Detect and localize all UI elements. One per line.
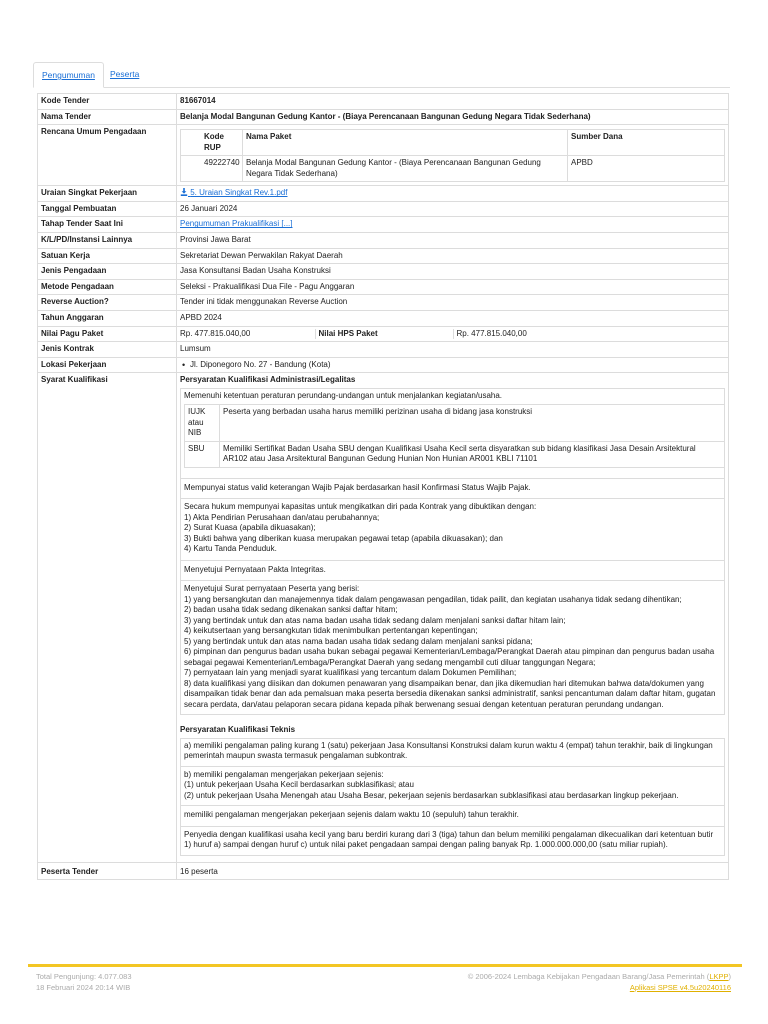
total-pengunjung: Total Pengunjung: 4.077.083: [36, 972, 132, 981]
label-tanggal: Tanggal Pembuatan: [38, 201, 177, 217]
hukum-line: 2) Surat Kuasa (apabila dikuasakan);: [184, 523, 316, 533]
label-peserta: Peserta Tender: [38, 862, 177, 880]
label-metode: Metode Pengadaan: [38, 279, 177, 295]
row-pagu: [38, 326, 729, 342]
label-tahap: Tahap Tender Saat Ini: [38, 217, 177, 233]
row-syarat: [38, 373, 729, 863]
uraian-download-link[interactable]: [180, 188, 287, 197]
rup-header-sumber: Sumber Dana: [568, 130, 725, 156]
copyright-prefix: © 2006-2024 Lembaga Kebijakan Pengadaan Barang/Jasa Pemerintah (: [467, 972, 710, 981]
list-item: • Jl. Diponegoro No. 27 - Bandung (Kota): [190, 360, 725, 371]
pajak-box: Mempunyai status valid keterangan Wajib Pajak berdasarkan hasil Konfirmasi Status Wajib Pajak.: [180, 479, 725, 500]
row-kontrak: [38, 342, 729, 358]
row-jenis-pengadaan: [38, 264, 729, 280]
row-lokasi: [38, 357, 729, 373]
rup-header-kode: Kode RUP: [181, 130, 243, 156]
row-klpd: [38, 232, 729, 248]
teknis-b-line: (1) untuk pekerjaan Usaha Kecil berdasarkan subklasifikasi; atau: [184, 780, 414, 790]
pernyataan-line: 7) pernyataan lain yang menjadi syarat kualifikasi yang tercantum dalam Dokumen Pemilihan;: [184, 668, 517, 678]
value-jenis-pengadaan: Jasa Konsultansi Badan Usaha Konstruksi: [177, 264, 729, 280]
value-pagu: Rp. 477.815.040,00: [180, 328, 251, 338]
pernyataan-line: 6) pimpinan dan pengurus badan usaha bukan sebagai pegawai Kementerian/Lembaga/Perangkat Daerah atau pimpinan dan pengurus badan usaha sebagai pegawai Kementerian/Lembaga/Perangkat Daerah yang sedang mengambil cuti diluar tanggungan Negara;: [184, 647, 715, 667]
teknis-a-box: a) memiliki pengalaman paling kurang 1 (satu) pekerjaan Jasa Konsultansi Konstruksi dalam kurun waktu 4 (empat) tahun terakhir, baik di lingkungan pemerintah maupun swasta termasuk pengalaman subkontrak.: [180, 738, 725, 767]
teknis-b-line: (2) untuk pekerjaan Usaha Menengah atau Usaha Besar, pekerjaan sejenis berdasarkan subklasifikasi atau berdasarkan lingkup pekerjaan.: [184, 790, 679, 800]
row-peserta: [38, 862, 729, 880]
hukum-box: [180, 499, 725, 561]
row-nama-tender: [38, 109, 729, 125]
hukum-line: 3) Bukti bahwa yang diberikan kuasa merupakan pegawai tetap (apabila dikuasakan); dan: [184, 533, 503, 543]
izin-key-iujk: IUJK atau NIB: [185, 405, 220, 442]
rup-nama: Belanja Modal Bangunan Gedung Kantor - (Biaya Perencanaan Bangunan Gedung Negara Tidak Sederhana): [243, 156, 568, 182]
row-uraian: [38, 186, 729, 202]
row-kode-tender: [38, 94, 729, 110]
row-satker: [38, 248, 729, 264]
pernyataan-line: 3) yang bertindak untuk dan atas nama badan usaha tidak sedang dalam menjalani sanksi daftar hitam lain;: [184, 615, 566, 625]
rup-header-nama: Nama Paket: [243, 130, 568, 156]
pernyataan-line: Menyetujui Surat pernyataan Peserta yang berisi:: [184, 584, 360, 594]
teknis-d-box: Penyedia dengan kualifikasi usaha kecil yang baru berdiri kurang dari 3 (tiga) tahun dan belum memiliki pengalaman dikecualikan dari ketentuan butir 1) huruf a) sampai dengan huruf c) untuk nilai paket pengadaan sampai dengan paling banyak Rp. 1.000.000.000,00 (satu miliar rupiah).: [180, 827, 725, 856]
hukum-line: 1) Akta Pendirian Perusahaan dan/atau perubahannya;: [184, 512, 380, 522]
label-lokasi: Lokasi Pekerjaan: [38, 357, 177, 373]
value-kode-tender: 81667014: [177, 94, 729, 110]
label-rup: Rencana Umum Pengadaan: [38, 125, 177, 186]
pernyataan-line: 2) badan usaha tidak sedang dikenakan sanksi daftar hitam;: [184, 605, 398, 615]
label-kode-tender: Kode Tender: [38, 94, 177, 110]
value-kontrak: Lumsum: [177, 342, 729, 358]
value-metode: Seleksi - Prakualifikasi Dua File - Pagu Anggaran: [177, 279, 729, 295]
footer-accent-bar: [28, 964, 742, 967]
row-rup: [38, 125, 729, 186]
izin-value-sbu: Memiliki Sertifikat Badan Usaha SBU dengan Kualifikasi Usaha Kecil serta disyaratkan sub bidang klasifikasi Jasa Desain Arsitektural AR102 atau Jasa Arsitektural Bangunan Gedung Hunian Non Hunian AR001 KBLI 71101: [220, 441, 725, 467]
tab-peserta[interactable]: [102, 62, 147, 88]
rup-sumber: APBD: [568, 156, 725, 182]
pernyataan-line: 5) yang bertindak untuk dan atas nama badan usaha tidak sedang dalam menjalani sanksi pidana;: [184, 636, 533, 646]
admin-section-title: Persyaratan Kualifikasi Administrasi/Legalitas: [180, 375, 356, 385]
row-tahun: [38, 310, 729, 326]
value-rup: [177, 125, 729, 186]
pakta-box: Menyetujui Pernyataan Pakta Integritas.: [180, 561, 725, 582]
label-nama-tender: Nama Tender: [38, 109, 177, 125]
pernyataan-line: 8) data kualifikasi yang diisikan dan dokumen penawaran yang disampaikan benar, dan jika dikemudian hari ditemukan bahwa data/dokumen yang disampaikan tidak benar dan ada pemalsuan maka peserta bersedia dikenakan sanksi administratif, sanksi pencantuman dalam daftar hitam, gugatan secara perdata, dan/atau pelaporan secara pidana kepada pihak berwenang sesuai dengan ketentuan peraturan perundang undangan.: [184, 678, 716, 709]
hukum-line: Secara hukum mempunyai kapasitas untuk mengikatkan diri pada Kontrak yang dibuktikan dengan:: [184, 502, 537, 512]
value-lokasi-cell: [177, 357, 729, 373]
label-syarat: Syarat Kualifikasi: [38, 373, 177, 863]
lokasi-list: [180, 360, 725, 371]
admin-intro: Memenuhi ketentuan peraturan perundang-undangan untuk menjalankan kegiatan/usaha.: [184, 390, 503, 400]
label-reverse: Reverse Auction?: [38, 295, 177, 311]
admin-ketentuan-box: [180, 388, 725, 479]
copyright: [468, 971, 731, 982]
app-version-link[interactable]: Aplikasi SPSE v4.5u20240116: [629, 983, 731, 992]
tender-detail-table: [37, 93, 729, 880]
rup-header-row: [181, 130, 725, 156]
footer-right: [468, 971, 731, 993]
label-klpd: K/L/PD/Instansi Lainnya: [38, 232, 177, 248]
value-peserta: 16 peserta: [177, 862, 729, 880]
izin-table: [184, 404, 725, 468]
label-satker: Satuan Kerja: [38, 248, 177, 264]
izin-value-iujk: Peserta yang berbadan usaha harus memiliki perizinan usaha di bidang jasa konstruksi: [220, 405, 725, 442]
table-row: [181, 156, 725, 182]
hukum-line: 4) Kartu Tanda Penduduk.: [184, 544, 277, 554]
lkpp-link[interactable]: LKPP: [709, 972, 729, 981]
footer-timestamp: 18 Februari 2024 20:14 WIB: [36, 983, 131, 992]
tahap-link[interactable]: Pengumuman Prakualifikasi [...]: [180, 219, 293, 229]
pagu-hps-table: [180, 329, 725, 340]
teknis-section-title: Persyaratan Kualifikasi Teknis: [180, 725, 296, 735]
label-pagu: Nilai Pagu Paket: [38, 326, 177, 342]
row-metode: [38, 279, 729, 295]
pernyataan-line: 4) keikutsertaan yang bersangkutan tidak menimbulkan pertentangan kepentingan;: [184, 626, 478, 636]
value-hps: Rp. 477.815.040,00: [453, 329, 725, 340]
value-tanggal: 26 Januari 2024: [177, 201, 729, 217]
copyright-suffix: ): [728, 972, 731, 981]
value-reverse: Tender ini tidak menggunakan Reverse Auction: [177, 295, 729, 311]
pernyataan-line: 1) yang bersangkutan dan manajemennya tidak dalam pengawasan pengadilan, tidak pailit, dan kegiatan usahanya tidak sedang dihentikan;: [184, 594, 682, 604]
uraian-file-name[interactable]: 5. Uraian Singkat Rev.1.pdf: [190, 188, 288, 198]
table-row: [185, 441, 725, 467]
label-hps: Nilai HPS Paket: [315, 329, 453, 340]
rup-kode: 49222740: [181, 156, 243, 182]
tab-pengumuman-label[interactable]: Pengumuman: [42, 70, 95, 80]
row-tahap: [38, 217, 729, 233]
teknis-c-box: memiliki pengalaman mengerjakan pekerjaan sejenis dalam waktu 10 (sepuluh) tahun terakhir.: [180, 806, 725, 827]
izin-key-sbu: SBU: [185, 441, 220, 467]
teknis-b-box: [180, 767, 725, 807]
label-uraian: Uraian Singkat Pekerjaan: [38, 186, 177, 202]
tab-bar: [33, 62, 730, 88]
value-tahap: [177, 217, 729, 233]
value-nama-tender: Belanja Modal Bangunan Gedung Kantor - (Biaya Perencanaan Bangunan Gedung Negara Tidak Sederhana): [177, 109, 729, 125]
label-jenis-pengadaan: Jenis Pengadaan: [38, 264, 177, 280]
download-icon: [180, 188, 188, 196]
tab-peserta-label[interactable]: Peserta: [110, 69, 140, 79]
pernyataan-box: [180, 581, 725, 715]
teknis-b-line: b) memiliki pengalaman mengerjakan pekerjaan sejenis:: [184, 769, 384, 779]
value-satker: Sekretariat Dewan Perwakilan Rakyat Daerah: [177, 248, 729, 264]
rup-table: [180, 129, 725, 182]
label-tahun: Tahun Anggaran: [38, 310, 177, 326]
value-pagu-cell: [177, 326, 729, 342]
value-klpd: Provinsi Jawa Barat: [177, 232, 729, 248]
footer-left: [36, 971, 132, 993]
value-syarat: [177, 373, 729, 863]
tab-pengumuman[interactable]: [33, 62, 104, 88]
table-row: [185, 405, 725, 442]
row-tanggal: [38, 201, 729, 217]
value-tahun: APBD 2024: [177, 310, 729, 326]
value-uraian: [177, 186, 729, 202]
row-reverse: [38, 295, 729, 311]
label-kontrak: Jenis Kontrak: [38, 342, 177, 358]
